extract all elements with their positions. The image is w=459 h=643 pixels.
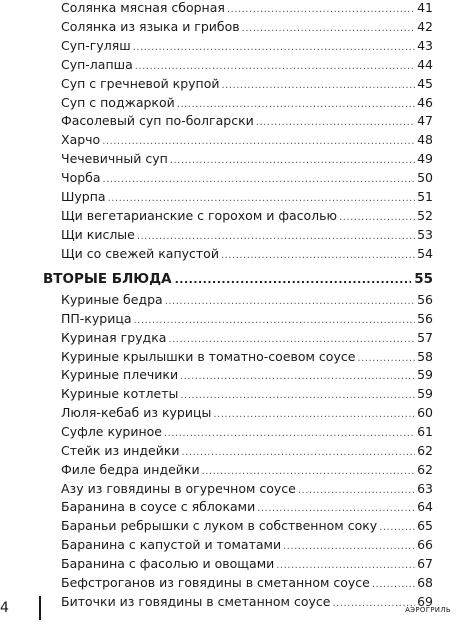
toc-entry-title: Куриные плечики bbox=[61, 367, 179, 383]
toc-entry-title: Харчо bbox=[61, 132, 101, 148]
toc-entry-page: 48 bbox=[417, 132, 433, 148]
toc-entry[interactable] bbox=[61, 168, 433, 187]
toc-entry[interactable] bbox=[61, 535, 433, 554]
toc-entry-page: 44 bbox=[417, 56, 433, 72]
toc-entry-page: 46 bbox=[417, 94, 433, 110]
toc-entry-title: Филе бедра индейки bbox=[61, 461, 200, 477]
toc-entry-page: 61 bbox=[417, 423, 433, 439]
section-heading[interactable] bbox=[43, 268, 433, 290]
toc-entry-title: Суп-лапша bbox=[61, 56, 133, 72]
toc-entry-page: 69 bbox=[417, 593, 433, 609]
toc-entry[interactable] bbox=[61, 422, 433, 441]
toc-entry-page: 41 bbox=[417, 0, 433, 15]
toc-entry-page: 68 bbox=[417, 574, 433, 590]
toc-entry-title: Биточки из говядины в сметанном соусе bbox=[61, 593, 331, 609]
toc-entry[interactable] bbox=[61, 554, 433, 573]
toc-entry-title: Солянка мясная сборная bbox=[61, 0, 225, 15]
toc-entry-title: Куриная грудка bbox=[61, 329, 167, 345]
toc-entry-page: 58 bbox=[417, 348, 433, 364]
toc-entry-title: Баранина с капустой и томатами bbox=[61, 537, 282, 553]
section-title: ВТОРЫЕ БЛЮДА bbox=[43, 271, 172, 287]
toc-entry-page: 62 bbox=[417, 461, 433, 477]
toc-entry-page: 47 bbox=[417, 113, 433, 129]
toc-entry-title: Щи вегетарианские с горохом и фасолью bbox=[61, 207, 338, 223]
toc-entry[interactable] bbox=[61, 225, 433, 244]
toc-entry-page: 51 bbox=[417, 189, 433, 204]
toc-entry-page: 50 bbox=[417, 170, 433, 186]
toc-entry[interactable] bbox=[61, 516, 433, 535]
toc-entry[interactable] bbox=[61, 130, 433, 149]
footer-brand: АЭРОГРИЛЬ bbox=[405, 606, 451, 614]
toc-entry-title: Фасолевый суп по-болгарски bbox=[61, 113, 254, 129]
section-page-number: 55 bbox=[414, 271, 433, 287]
page-number: 4 bbox=[0, 600, 9, 616]
toc-entry-page: 56 bbox=[417, 292, 433, 307]
toc-entry[interactable] bbox=[61, 206, 433, 225]
toc-entry[interactable] bbox=[61, 93, 433, 112]
toc-entry[interactable] bbox=[61, 17, 433, 36]
toc-entry-title: Баранина с фасолью и овощами bbox=[61, 555, 275, 571]
toc-entry-title: Щи кислые bbox=[61, 226, 135, 242]
toc-entry[interactable] bbox=[61, 384, 433, 403]
toc-entry-page: 53 bbox=[417, 226, 433, 242]
toc-entry-page: 49 bbox=[417, 151, 433, 167]
toc-entry[interactable] bbox=[61, 328, 433, 347]
toc-entry-page: 45 bbox=[417, 75, 433, 91]
toc-entry-title: Куриные крылышки в томатно-соевом соусе bbox=[61, 348, 356, 364]
toc-entry-page: 65 bbox=[417, 518, 433, 534]
toc-entry-page: 60 bbox=[417, 405, 433, 421]
toc-entry-page: 59 bbox=[417, 386, 433, 402]
toc-entry-title: Азу из говядины в огуречном соусе bbox=[61, 480, 296, 496]
toc-entry[interactable] bbox=[61, 244, 433, 263]
toc-entry-title: Чорба bbox=[61, 170, 101, 186]
toc-entry-title: Щи со свежей капустой bbox=[61, 245, 219, 261]
toc-entry-title: Суфле куриное bbox=[61, 423, 162, 439]
leader-dots bbox=[332, 594, 415, 613]
toc-entry[interactable] bbox=[61, 149, 433, 168]
toc-entry[interactable] bbox=[61, 365, 433, 384]
toc-entry-title: Чечевичный суп bbox=[61, 151, 168, 167]
toc-entry[interactable] bbox=[61, 309, 433, 328]
leader-dots bbox=[221, 246, 415, 265]
toc-entry-page: 63 bbox=[417, 480, 433, 496]
toc-entry-page: 42 bbox=[417, 18, 433, 34]
toc-entry-page: 64 bbox=[417, 499, 433, 515]
toc-entry-page: 52 bbox=[417, 207, 433, 223]
toc-entry[interactable] bbox=[61, 573, 433, 592]
toc-entry-page: 59 bbox=[417, 367, 433, 383]
toc-entry[interactable] bbox=[61, 187, 433, 206]
toc-entry-title: ПП-курица bbox=[61, 310, 132, 326]
toc-entry[interactable] bbox=[61, 55, 433, 74]
toc-entry[interactable] bbox=[61, 403, 433, 422]
toc-entry-title: Бефстроганов из говядины в сметанном соусе bbox=[61, 574, 370, 590]
toc-entry[interactable] bbox=[61, 497, 433, 516]
toc-entry[interactable] bbox=[61, 111, 433, 130]
toc-entry-title: Баранина в соусе с яблоками bbox=[61, 499, 256, 515]
leader-dots bbox=[175, 269, 412, 291]
toc-entry[interactable] bbox=[61, 441, 433, 460]
toc-entry-page: 43 bbox=[417, 37, 433, 53]
toc-entry-title: Суп с гречневой крупой bbox=[61, 75, 220, 91]
toc-entry-title: Бараньи ребрышки с луком в собственном соку bbox=[61, 518, 378, 534]
toc-entry-page: 66 bbox=[417, 537, 433, 553]
toc-entry-title: Люля-кебаб из курицы bbox=[61, 405, 212, 421]
toc-entry-title: Суп с поджаркой bbox=[61, 94, 175, 110]
toc-entry[interactable] bbox=[61, 347, 433, 366]
toc-entry[interactable] bbox=[61, 479, 433, 498]
toc-entry-title: Куриные котлеты bbox=[61, 386, 179, 402]
toc-entry[interactable] bbox=[61, 592, 433, 611]
toc-entry-title: Суп-гуляш bbox=[61, 37, 131, 53]
toc-entry-page: 57 bbox=[417, 329, 433, 345]
toc-entry-page: 62 bbox=[417, 442, 433, 458]
toc-entry-title: Куриные бедра bbox=[61, 292, 163, 307]
toc-entry-page: 56 bbox=[417, 310, 433, 326]
toc-entry-title: Шурпа bbox=[61, 189, 106, 204]
toc-entry-title: Солянка из языка и грибов bbox=[61, 18, 240, 34]
toc-entry-page: 67 bbox=[417, 555, 433, 571]
toc-entry[interactable] bbox=[61, 74, 433, 93]
toc-entry-title: Стейк из индейки bbox=[61, 442, 180, 458]
footer-divider bbox=[39, 596, 41, 620]
toc-entry-page: 54 bbox=[417, 245, 433, 261]
toc-entry[interactable] bbox=[61, 460, 433, 479]
toc-entry[interactable] bbox=[61, 290, 433, 309]
toc-entry[interactable] bbox=[61, 36, 433, 55]
toc-entry[interactable] bbox=[61, 0, 433, 17]
